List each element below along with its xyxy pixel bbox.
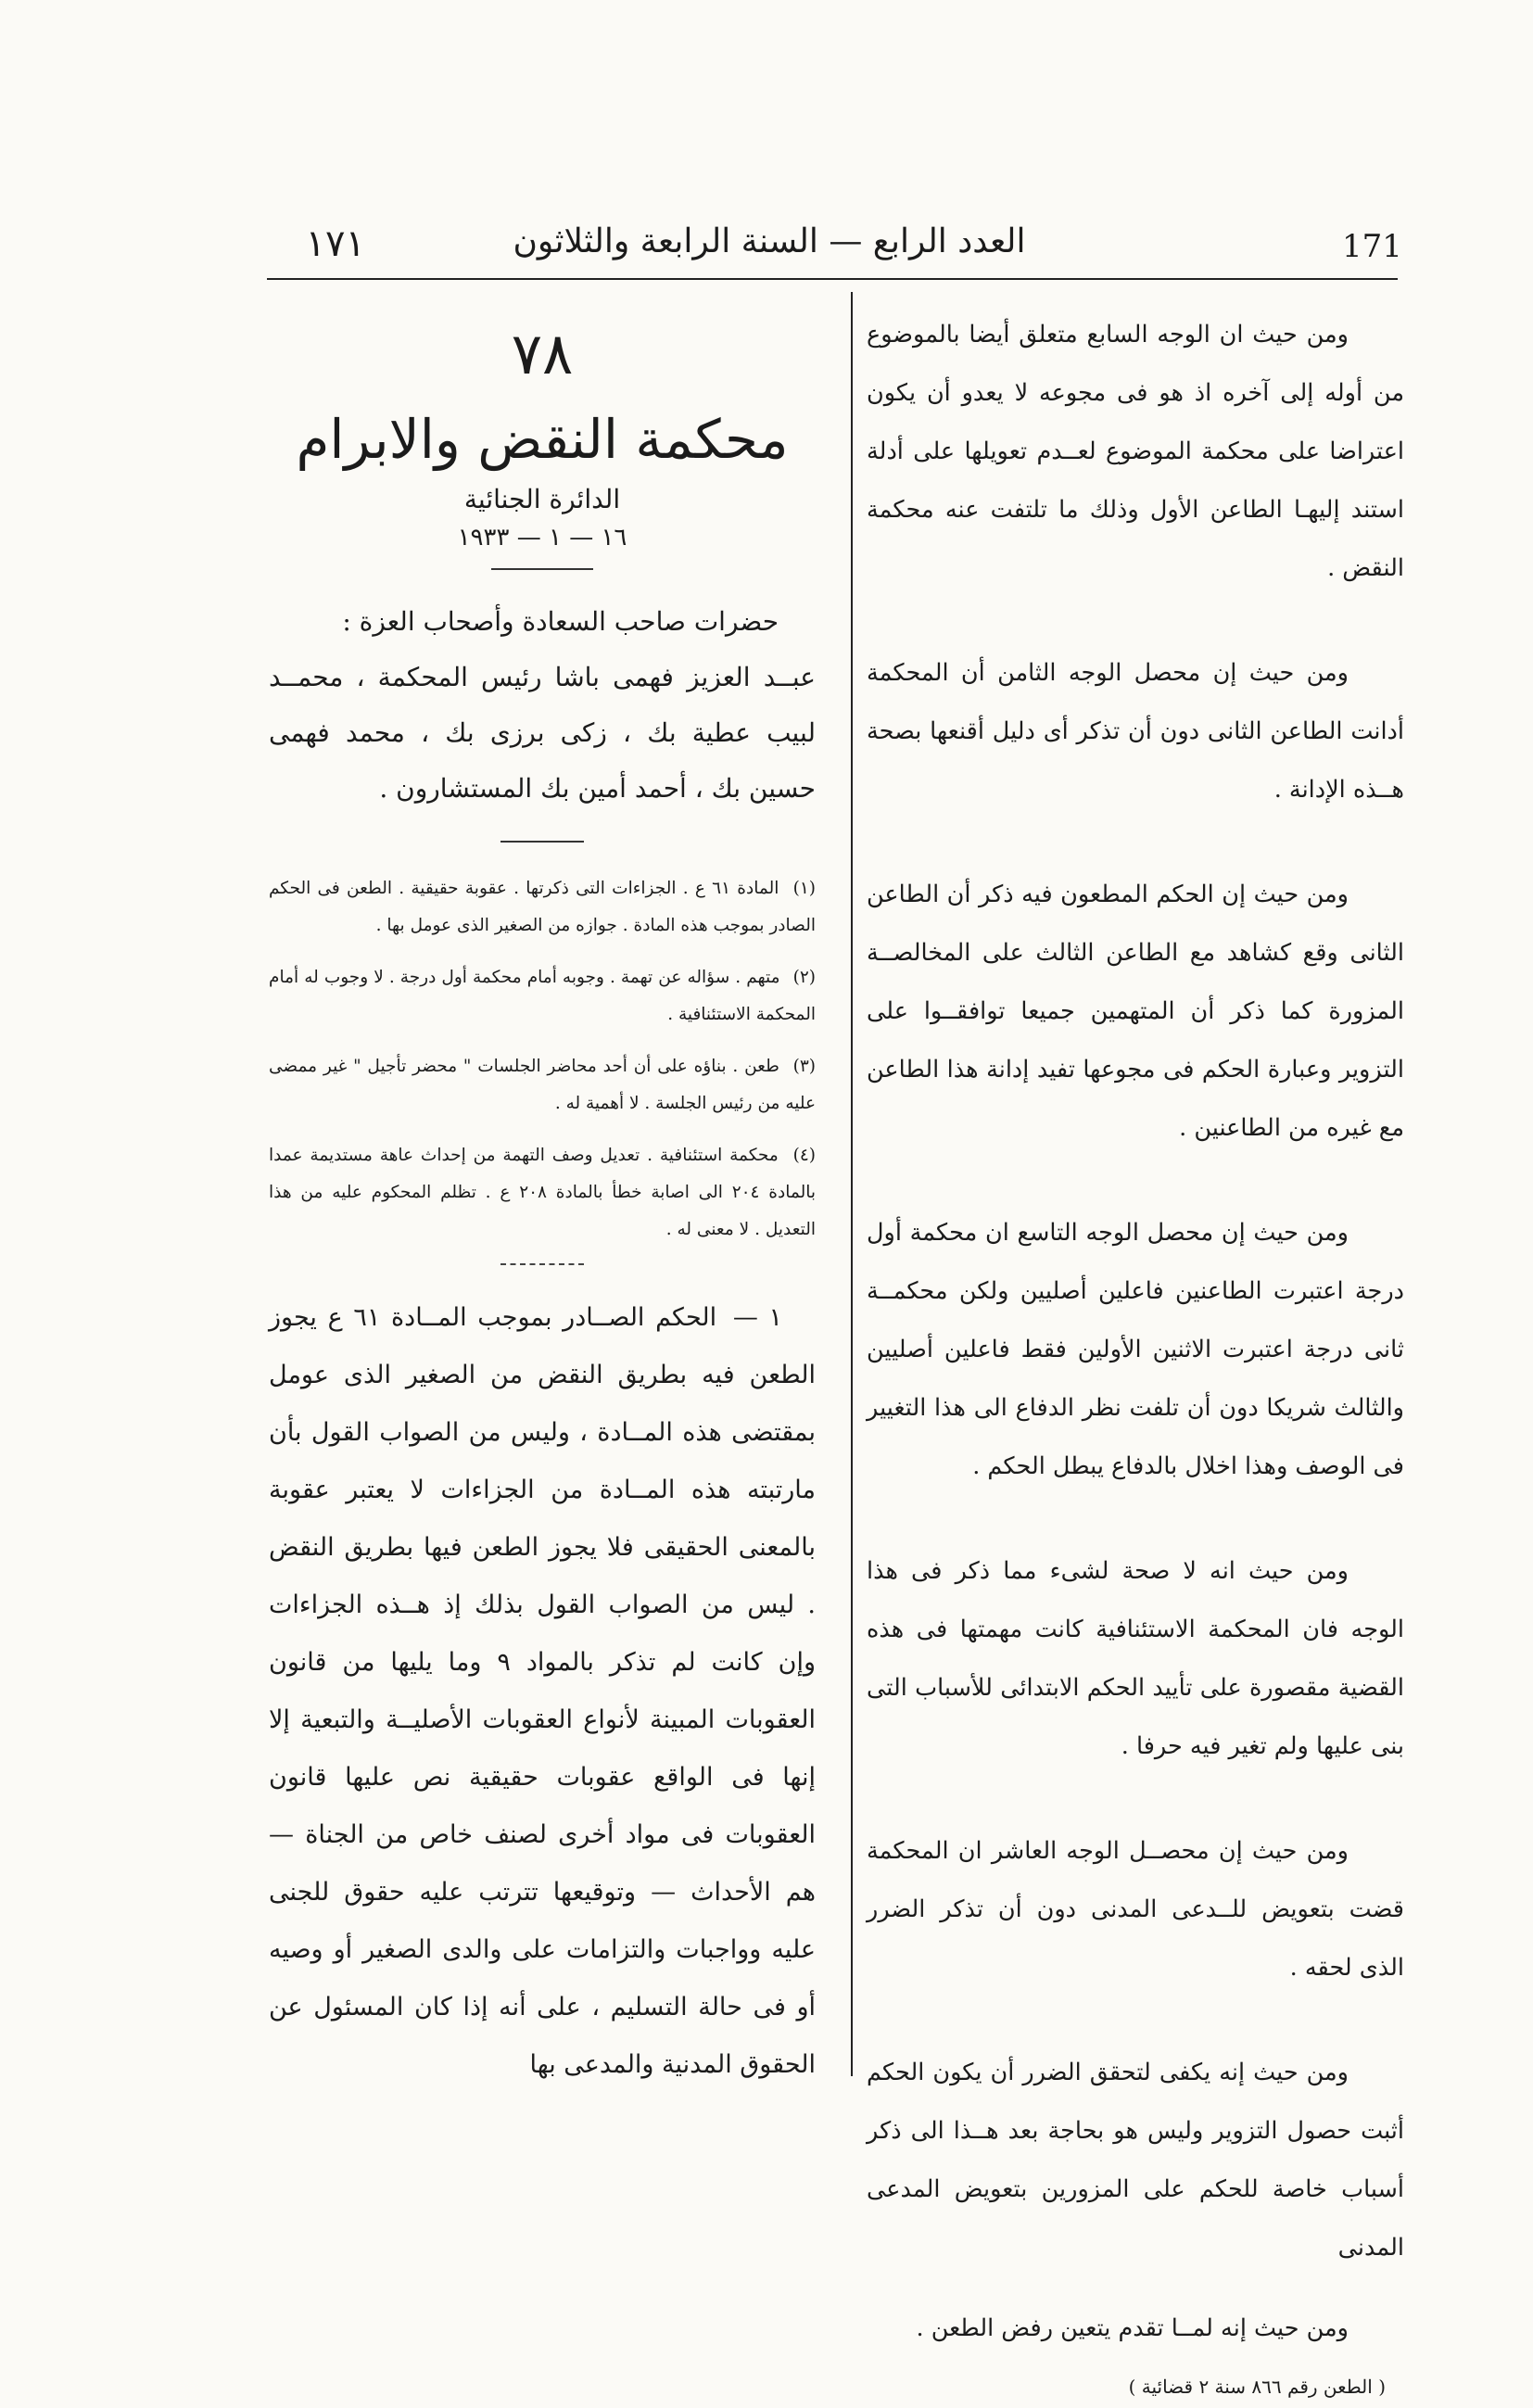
headnote-number: (٣) [792,1057,816,1076]
headnote-2 [269,959,816,1033]
headnote-number: (١) [792,879,816,898]
ruling-body [269,1289,816,2094]
column-divider [851,292,853,2076]
page-number-latin: 171 [1342,228,1402,265]
paragraph-ninth-ground: ومن حيث إن محصل الوجه التاسع ان محكمة أول درجة اعتبرت الطاعنين فاعلين أصليين ولكن محكمــة ثانى درجة اعتبرت الاثنين الأولين فقط فاعلين أصليين والثالث شريكا دون أن تلفت نظر الدفاع الى هذا التغيير فى الوصف وهذا اخلال بالدفاع يبطل الحكم . [867,1219,1404,1480]
header-rule [267,278,1398,280]
right-column [867,306,1404,2408]
paragraph-conclusion: ومن حيث إنه لمــا تقدم يتعين رفض الطعن . [916,2314,1349,2342]
headnote-number: (٢) [792,968,817,987]
headnotes-rule [500,841,584,843]
case-number: ٧٨ [511,320,574,387]
paragraph-eighth-reply: ومن حيث إن الحكم المطعون فيه ذكر أن الطاعن الثانى وقع كشاهد مع الطاعن الثالث على المخالصــة المزورة كما ذكر أن المتهمين جميعا توافقــوا على التزوير وعبارة الحكم فى مجوعها تفيد إدانة هذا الطاعن مع غيره من الطاعنين . [867,881,1404,1142]
headnote-1 [269,870,816,944]
chamber-name: الدائرة الجنائية [463,484,621,514]
paragraph-tenth-reply: ومن حيث إنه يكفى لتحقق الضرر أن يكون الحكم أثبت حصول التزوير وليس هو بحاجة بعد هــذا الى ذكر أسباب خاصة للحكم على المزورين بتعويض المدعى المدنى [867,2059,1404,2262]
body-rule [500,1263,584,1265]
headnote-number: (٤) [792,1146,816,1165]
session-date: ١٦ — ١ — ١٩٣٣ [457,524,627,551]
paragraph-tenth-ground: ومن حيث إن محصــل الوجه العاشر ان المحكمة قضت بتعويض للــدعى المدنى دون أن تذكر الضرر الذى لحقه . [867,1837,1404,1982]
page-number-arabic: ١٧١ [305,222,365,265]
paragraph-seventh-ground: ومن حيث ان الوجه السابع متعلق أيضا بالموضوع من أوله إلى آخره اذ هو فى مجوعه لا يعدو أن يكون اعتراضا على محكمة الموضوع لعــدم تعويلها على أدلة استند إليهـا الطاعن الأول وذلك ما تلتفت عنه محكمة النقض . [867,321,1404,582]
appeal-reference: ( الطعن رقم ٨٦٦ سنة ٢ قضائية ) [1128,2376,1386,2398]
headnote-text: طعن . بناؤه على أن أحد محاضر الجلسات " محضر تأجيل " غير ممضى عليه من رئيس الجلسة . لا أهمية له . [269,1057,816,1113]
left-column [269,320,816,2094]
ruling-text: الحكم الصــادر بموجب المــادة ٦١ ع يجوز الطعن فيه بطريق النقض من الصغير الذى عومل بمقتضى هذه المــادة ، وليس من الصواب القول بأن مارتبته هذه المــادة من الجزاءات لا يعتبر عقوبة بالمعنى الحقيقى فلا يجوز الطعن فيها بطريق النقض . ليس من الصواب القول بذلك إذ هــذه الجزاءات وإن كانت لم تذكر بالمواد ٩ وما يليها من قانون العقوبات المبينة لأنواع العقوبات الأصليــة والتبعية إلا إنها فى الواقع عقوبات حقيقية نص عليها قانون العقوبات فى مواد أخرى لصنف خاص من الجناة — هم الأحداث — وتوقيعها تترتب عليه حقوق للجنى عليه وواجبات والتزامات على والدى الصغير أو وصيه أو فى حالة التسليم ، على أنه إذا كان المسئول عن الحقوق المدنية والمدعى بها [269,1303,816,2079]
bench-members: عبــد العزيز فهمى باشا رئيس المحكمة ، محمــد لبيب عطية بك ، زكى برزى بك ، محمد فهمى حسين بك ، أحمد أمين بك المستشارون . [269,662,816,804]
headnote-text: المادة ٦١ ع . الجزاءات التى ذكرتها . عقوبة حقيقية . الطعن فى الحكم الصادر بموجب هذه المادة . جوازه من الصغير الذى عومل بها . [269,879,816,935]
paragraph-ninth-reply: ومن حيث انه لا صحة لشىء مما ذكر فى هذا الوجه فان المحكمة الاستئنافية كانت مهمتها فى هذه القضية مقصورة على تأييد الحكم الابتدائى للأسباب التى بنى عليها ولم تغير فيه حرفا . [867,1557,1404,1760]
headnote-4 [269,1137,816,1248]
ruling-number: ١ — [732,1303,782,1332]
headnote-text: متهم . سؤاله عن تهمة . وجوبه أمام محكمة أول درجة . لا وجوب له أمام المحكمة الاستئنافية . [269,968,816,1024]
court-name: محكمة النقض والابرام [296,408,789,471]
bench-title: حضرات صاحب السعادة وأصحاب العزة : [342,606,779,637]
running-title: العدد الرابع — السنة الرابعة والثلاثون [513,222,1026,260]
headnote-3 [269,1048,816,1122]
paragraph-eighth-ground: ومن حيث إن محصل الوجه الثامن أن المحكمة أدانت الطاعن الثانى دون أن تذكر أى دليل أقنعها بصحة هــذه الإدانة . [867,659,1404,804]
title-rule [491,568,593,570]
headnote-text: محكمة استئنافية . تعديل وصف التهمة من إحداث عاهة مستديمة عمدا بالمادة ٢٠٤ الى اصابة خطأ بالمادة ٢٠٨ ع . تظلم المحكوم عليه من هذا التعديل . لا معنى له . [269,1146,816,1239]
